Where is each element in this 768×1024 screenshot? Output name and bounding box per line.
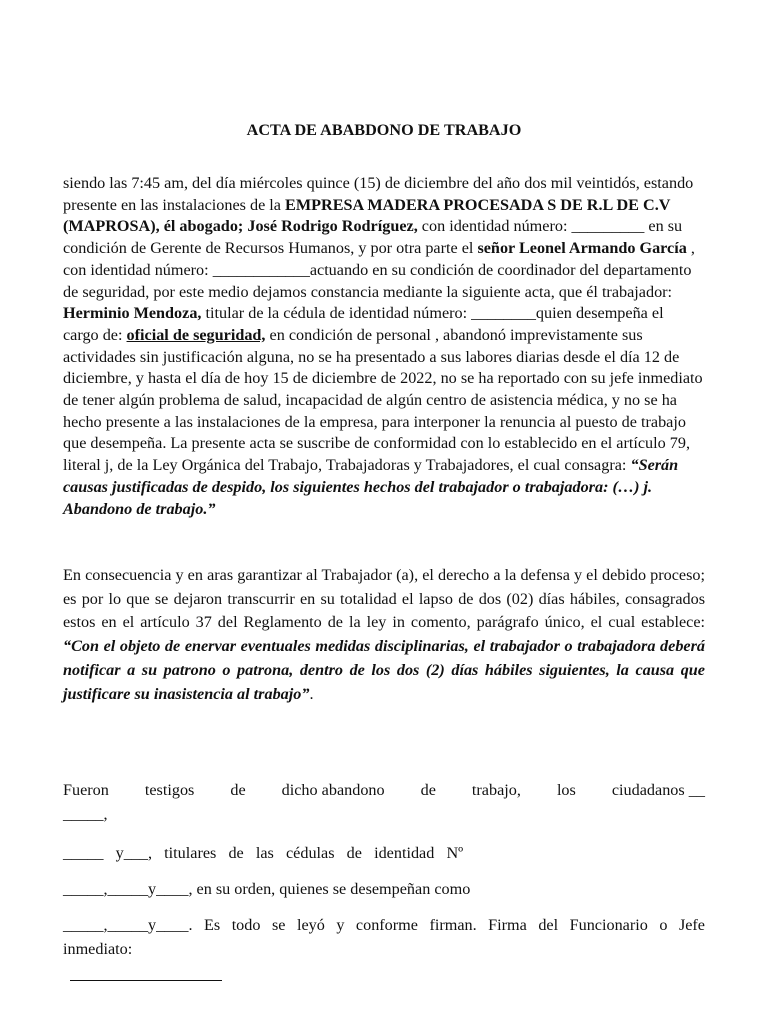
- word: testigos: [144, 781, 195, 799]
- word: los: [556, 781, 576, 799]
- word: conforme: [355, 916, 418, 934]
- word: se: [271, 916, 286, 934]
- text-run: siendo las 7:45 am, del día miércoles quince (15) de diciembre del año dos mil veintidós, estando presente en las instalaciones de la: [63, 174, 694, 214]
- word: del: [538, 916, 559, 934]
- text-run: titular de la cédula de identidad número: ________quien desempeña el cargo de:: [63, 304, 664, 344]
- paragraph-1: [63, 173, 703, 520]
- word: todo: [231, 916, 261, 934]
- word: Funcionario: [569, 916, 648, 934]
- word: y: [336, 916, 345, 934]
- word: o: [659, 916, 668, 934]
- signature-line: [70, 980, 222, 981]
- witnesses-line-2: _____ y___, titulares de las cédulas de identidad Nº: [63, 844, 464, 862]
- text-run: EMPRESA MADERA PROCESADA S DE R.L DE C.V (MAPROSA), él abogado; José Rodrigo Rodríguez,: [63, 195, 671, 236]
- word: Fueron: [63, 781, 109, 799]
- word: leyó: [296, 916, 325, 934]
- word: dicho abandono: [281, 781, 385, 799]
- text-run: señor Leonel Armando García: [477, 239, 687, 258]
- text-run: “Serán causas justificadas de despido, los siguientes hechos del trabajador o trabajadora: (…) j. Abandono de trabajo.”: [63, 456, 679, 518]
- word: Firma: [488, 916, 527, 934]
- text-run: , con identidad número: ____________actuando en su condición de coordinador del departamento de seguridad, por este medio dejamos constancia mediante la siguiente acta, que él trabajador:: [63, 239, 695, 301]
- text-run: oficial de seguridad,: [126, 325, 266, 344]
- word: Jefe: [678, 916, 705, 934]
- text-run: Herminio Mendoza,: [63, 304, 202, 323]
- word: de: [230, 781, 246, 799]
- word: ciudadanos __: [611, 781, 705, 799]
- witnesses-line-4b: inmediato:: [63, 940, 133, 958]
- word: _____,_____y____.: [63, 916, 193, 934]
- word: Es: [204, 916, 221, 934]
- witnesses-line-4: [63, 914, 705, 936]
- witnesses-line-3: _____,_____y____, en su orden, quienes se desempeñan como: [63, 880, 471, 898]
- text-run: en condición de personal , abandonó imprevistamente sus actividades sin justificación alguna, no se ha presentado a sus labores diarias desde el día 12 de diciembre, y hasta el día de hoy 15 de diciembre de 2022, no se ha reportado con su jefe inmediato de tener algún problema de salud, incapacidad de algún centro de asistencia médica, y no se ha hecho presente a las instalaciones de la empresa, para interponer la renuncia al puesto de trabajo que desempeña. La presente acta se suscribe de conformidad con lo establecido en el artículo 79, literal j, de la Ley Orgánica del Trabajo, Trabajadoras y Trabajadores, el cual consagra:: [63, 325, 703, 475]
- text-run: .: [309, 684, 314, 703]
- document-title: ACTA DE ABABDONO DE TRABAJO: [246, 121, 522, 139]
- text-run: “Con el objeto de enervar eventuales medidas disciplinarias, el trabajador o trabajadora deberá notificar a su patrono o patrona, dentro de los dos (2) días hábiles siguientes, la causa que justificare su inasistencia al trabajo”: [63, 637, 705, 703]
- word: firman.: [429, 916, 477, 934]
- paragraph-2: [63, 564, 705, 706]
- witnesses-line-1: [63, 779, 705, 801]
- witnesses-line-1b: _____,: [63, 805, 108, 823]
- word: de: [420, 781, 436, 799]
- word: trabajo,: [471, 781, 521, 799]
- text-run: En consecuencia y en aras garantizar al Trabajador (a), el derecho a la defensa y el debido proceso; es por lo que se dejaron transcurrir en su totalidad el lapso de dos (02) días hábiles, consagrados estos en el artículo 37 del Reglamento de la ley in comento, parágrafo único, el cual establece:: [63, 566, 705, 632]
- text-run: con identidad número: _________ en su condición de Gerente de Recursos Humanos, y por otra parte el: [63, 217, 683, 258]
